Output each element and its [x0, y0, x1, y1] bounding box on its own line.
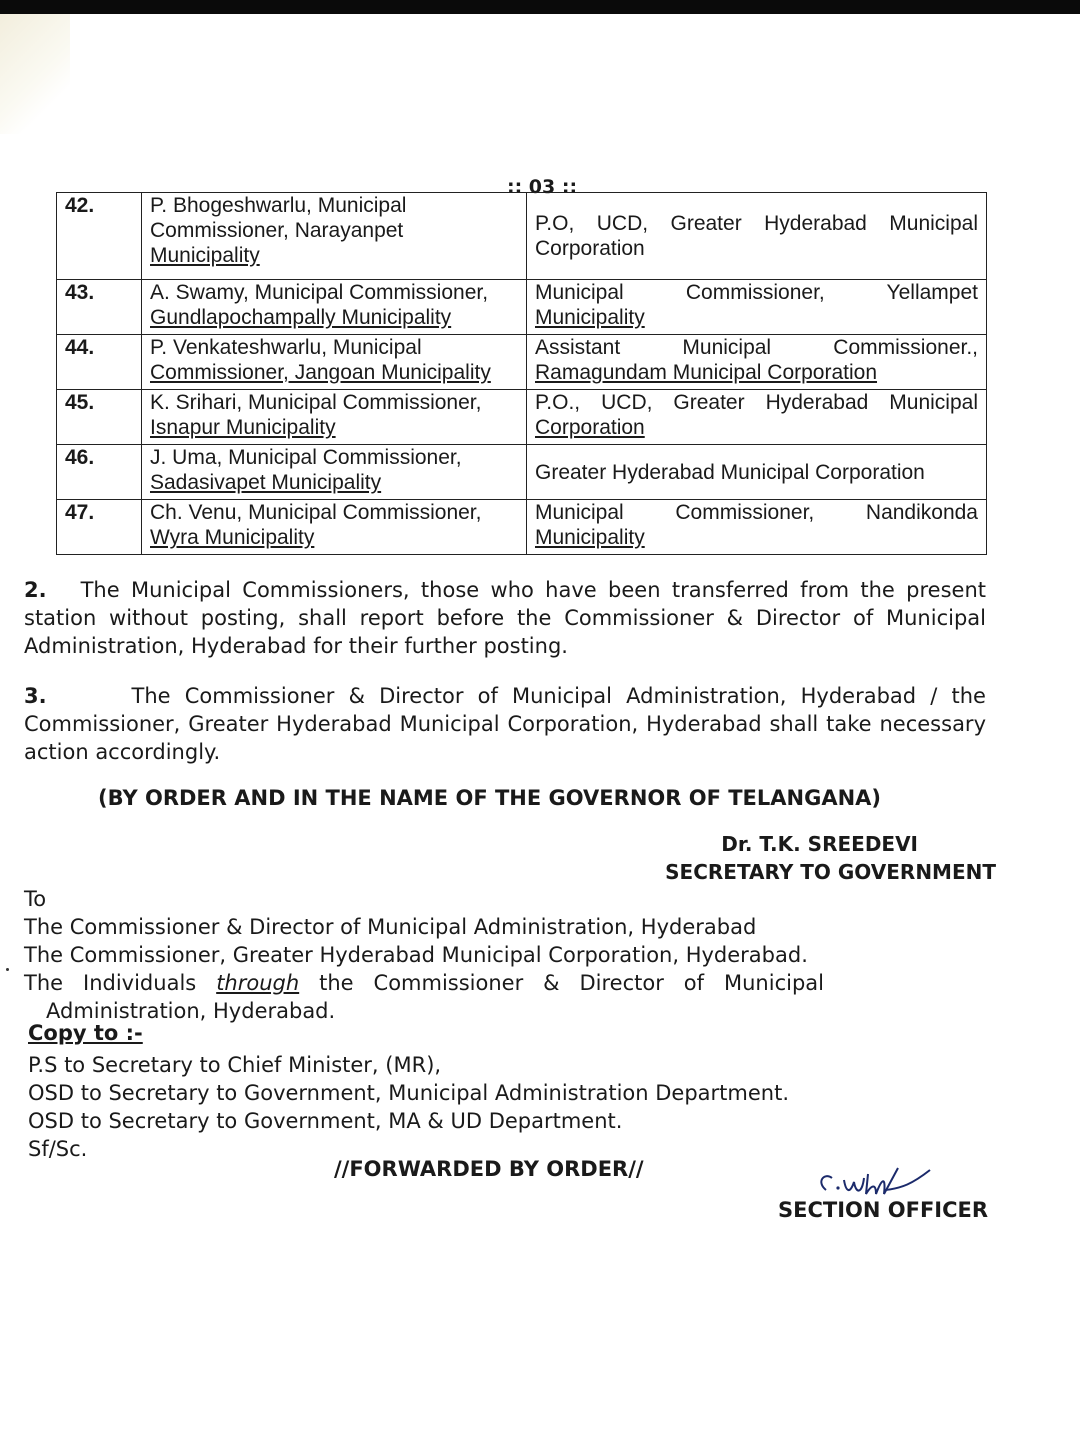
copy-to-heading: Copy to :- [28, 1021, 143, 1045]
copy-to-list [28, 1051, 828, 1163]
table-row [57, 500, 987, 555]
posting-line: Assistant Municipal Commissioner., [535, 336, 978, 359]
top-dark-border [0, 0, 1080, 14]
paragraph-text: The Commissioner & Director of Municipal Administration, Hyderabad / the Commissioner, Greater Hyderabad Municipal Corporation, Hyderabad shall take necessary action accordingly. [24, 684, 986, 764]
posting-cell [527, 193, 987, 280]
officer-line: Municipality [150, 244, 260, 267]
posting-line: P.O, UCD, Greater Hyderabad Municipal [535, 212, 978, 235]
posting-line: Greater Hyderabad Municipal Corporation [535, 460, 925, 484]
paragraph-number: 2. [24, 578, 47, 602]
officer-line: Wyra Municipality [150, 526, 315, 549]
paragraph-3 [24, 682, 986, 766]
paragraph-number: 3. [24, 684, 47, 708]
order-line: (BY ORDER AND IN THE NAME OF THE GOVERNOR OF TELANGANA) [98, 786, 882, 810]
officer-cell [142, 390, 527, 445]
paragraph-text: The Municipal Commissioners, those who have been transferred from the present station without posting, shall report before the Commissioner & Director of Municipal Administration, Hyderabad for their further posting. [24, 578, 986, 658]
officer-line: Commissioner, Jangoan Municipality [150, 361, 491, 384]
officer-cell [142, 193, 527, 280]
page-corner-shadow [0, 14, 70, 134]
posting-cell [527, 500, 987, 555]
officer-line: Sadasivapet Municipality [150, 471, 382, 494]
officer-line: Isnapur Municipality [150, 416, 336, 439]
serial-number: 47. [57, 500, 142, 555]
officer-line: Gundlapochampally Municipality [150, 306, 452, 329]
copy-item: Sf/Sc. [28, 1137, 88, 1161]
serial-number: 44. [57, 335, 142, 390]
serial-number: 43. [57, 280, 142, 335]
officer-line: A. Swamy, Municipal Commissioner, [150, 281, 489, 304]
table-row [57, 390, 987, 445]
posting-line: Municipality [535, 526, 645, 549]
recipient-line: Administration, Hyderabad. [46, 999, 336, 1023]
officer-cell [142, 500, 527, 555]
serial-number: 45. [57, 390, 142, 445]
to-label: To [24, 887, 47, 911]
table-row [57, 193, 987, 280]
page-number: :: 03 :: [507, 176, 578, 198]
officer-cell [142, 335, 527, 390]
recipient-text: the Commissioner & Director of Municipal [319, 971, 824, 995]
copy-item: OSD to Secretary to Government, MA & UD Department. [28, 1109, 623, 1133]
officer-cell [142, 445, 527, 500]
serial-number: 46. [57, 445, 142, 500]
posting-cell [527, 280, 987, 335]
posting-line: Municipality [535, 306, 645, 329]
table-row [57, 335, 987, 390]
posting-cell [527, 445, 987, 500]
officer-line: P. Venkateshwarlu, Municipal [150, 336, 422, 359]
signatory-designation: SECRETARY TO GOVERNMENT [665, 860, 996, 884]
serial-number: 42. [57, 193, 142, 280]
officer-line: P. Bhogeshwarlu, Municipal [150, 194, 407, 217]
officer-line: J. Uma, Municipal Commissioner, [150, 446, 462, 469]
posting-cell [527, 390, 987, 445]
officer-cell [142, 280, 527, 335]
recipients-block [24, 885, 824, 1025]
posting-line: Ramagundam Municipal Corporation [535, 361, 878, 384]
officer-line: Commissioner, Narayanpet [150, 219, 404, 242]
table-row [57, 280, 987, 335]
recipient-line: The Commissioner, Greater Hyderabad Municipal Corporation, Hyderabad. [24, 943, 808, 967]
copy-item: P.S to Secretary to Chief Minister, (MR), [28, 1053, 442, 1077]
recipient-line: The Commissioner & Director of Municipal Administration, Hyderabad [24, 915, 757, 939]
recipient-emphasis: through [216, 971, 300, 995]
stray-mark [6, 968, 9, 971]
posting-line: Municipal Commissioner, Yellampet [535, 281, 978, 304]
postings-table [56, 192, 987, 555]
signatory-name: Dr. T.K. SREEDEVI [721, 832, 918, 856]
posting-line: Municipal Commissioner, Nandikonda [535, 501, 978, 524]
section-officer-label: SECTION OFFICER [778, 1198, 989, 1222]
signatory-block [665, 830, 996, 886]
recipient-text: The Individuals [24, 971, 197, 995]
recipient-line [24, 969, 824, 997]
copy-item: OSD to Secretary to Government, Municipal Administration Department. [28, 1081, 790, 1105]
posting-line: P.O., UCD, Greater Hyderabad Municipal [535, 391, 978, 414]
officer-line: Ch. Venu, Municipal Commissioner, [150, 501, 482, 524]
posting-cell [527, 335, 987, 390]
posting-line: Corporation [535, 416, 645, 439]
paragraph-2 [24, 576, 986, 660]
officer-line: K. Srihari, Municipal Commissioner, [150, 391, 482, 414]
forwarded-line: //FORWARDED BY ORDER// [334, 1157, 644, 1181]
table-row [57, 445, 987, 500]
posting-line: Corporation [535, 237, 645, 260]
